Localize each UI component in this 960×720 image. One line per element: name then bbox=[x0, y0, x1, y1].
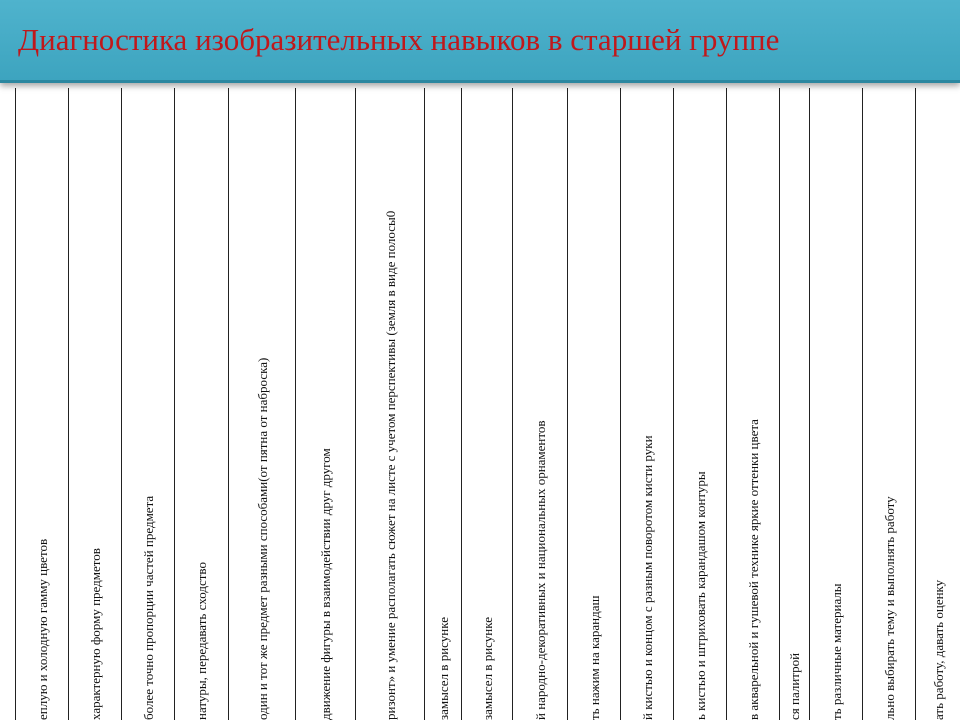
slide-title: Диагностика изобразительных навыков в старшей группе bbox=[18, 22, 780, 57]
column-header-text: льно выбирать тему и выполнять работу bbox=[882, 496, 897, 720]
column-header-text: ся палитрой bbox=[787, 652, 802, 720]
column-header-text: движение фигуры в взаимодействии друг другом bbox=[318, 448, 333, 720]
column-header-text: в акварельной и гушевой технике яркие оттенки цвета bbox=[746, 419, 761, 720]
table-column bbox=[15, 88, 68, 720]
table-column bbox=[461, 88, 512, 720]
table-column bbox=[424, 88, 461, 720]
table-column bbox=[862, 88, 915, 720]
table-column bbox=[779, 88, 809, 720]
column-header-text: ризонт» и умение располагать сюжет на листе с учетом перспективы (земля в виде полосы0 bbox=[383, 210, 398, 720]
column-header-text: й кистью и концом с разным поворотом кисти руки bbox=[640, 435, 655, 720]
table-column bbox=[620, 88, 673, 720]
column-header-text: й народно-декоративных и национальных орнаментов bbox=[533, 420, 548, 720]
table-column bbox=[355, 88, 424, 720]
table-column bbox=[121, 88, 174, 720]
table-column bbox=[174, 88, 228, 720]
column-header-text: ть различные материалы bbox=[829, 583, 844, 720]
table-column bbox=[673, 88, 726, 720]
column-header-text: более точно пропорции частей предмета bbox=[141, 495, 156, 720]
table-column bbox=[228, 88, 295, 720]
table-column bbox=[915, 88, 960, 720]
column-header-text: ать работу, давать оценку bbox=[931, 579, 946, 720]
column-header-text: один и тот же предмет разными способами(от пятна от наброска) bbox=[255, 357, 270, 720]
table-column bbox=[567, 88, 620, 720]
column-header-text: натуры, передавать сходство bbox=[194, 562, 209, 720]
column-header-text: замысел в рисунке bbox=[480, 617, 495, 720]
table-column bbox=[726, 88, 779, 720]
table-column bbox=[68, 88, 121, 720]
title-bar bbox=[0, 0, 960, 83]
column-header-text: ть нажим на карандаш bbox=[587, 595, 602, 720]
column-header-text: характерную форму предметов bbox=[88, 548, 103, 720]
column-header-text: еплую и холодную гамму цветов bbox=[35, 538, 50, 720]
table-column bbox=[512, 88, 567, 720]
table-column bbox=[295, 88, 355, 720]
diagnostics-table bbox=[0, 88, 960, 720]
column-header-text: ь кистью и штриховать карандашом контуры bbox=[693, 471, 708, 720]
table-column bbox=[809, 88, 862, 720]
column-header-text: замысел в рисунке bbox=[436, 617, 451, 720]
